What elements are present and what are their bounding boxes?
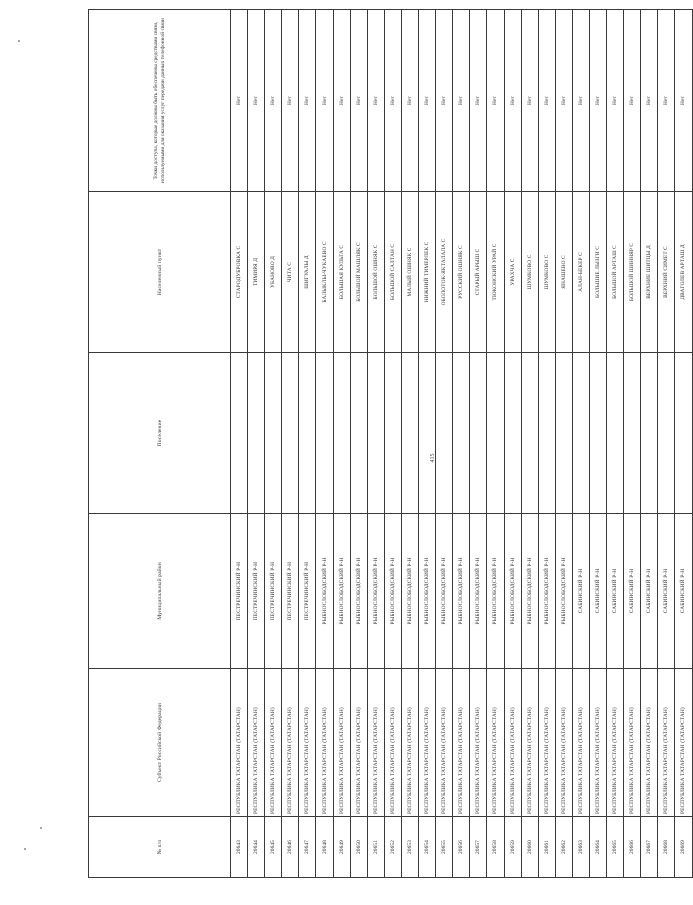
cell-settlement [282, 353, 299, 514]
cell-municipality: РЫБНОСЛОБОДСКИЙ Р-Н [487, 514, 504, 669]
cell-municipality: РЫБНОСЛОБОДСКИЙ Р-Н [453, 514, 470, 669]
cell-locality: АЛАН-БЕКЕР С [572, 192, 589, 353]
scan-speck [18, 40, 20, 42]
cell-settlement [436, 353, 453, 514]
cell-num: 20667 [641, 817, 658, 878]
table-row [384, 10, 401, 878]
cell-num: 20659 [504, 817, 521, 878]
table-row [367, 10, 384, 878]
header-access-points: Точки доступа, которые должны быть обеспечены средствами связи, используемыми для оказания услуг передачи данных телефонной связи [89, 10, 231, 192]
cell-subject: РЕСПУБЛИКА ТАТАРСТАН (ТАТАРСТАН) [487, 669, 504, 817]
cell-settlement [316, 353, 333, 514]
cell-num: 20650 [350, 817, 367, 878]
cell-subject: РЕСПУБЛИКА ТАТАРСТАН (ТАТАРСТАН) [231, 669, 248, 817]
header-num: № п/п [89, 817, 231, 878]
header-municipality: Муниципальный район [89, 514, 231, 669]
cell-locality: ТЮКОНСКИЙ УРАЙ С [487, 192, 504, 353]
cell-num: 20658 [487, 817, 504, 878]
cell-subject: РЕСПУБЛИКА ТАТАРСТАН (ТАТАРСТАН) [401, 669, 418, 817]
table-row [641, 10, 658, 878]
cell-access: Нет [401, 10, 418, 192]
cell-locality: ВЕРХНИЕ ШИТЦЫ Д [641, 192, 658, 353]
table-row [401, 10, 418, 878]
cell-municipality: САБИНСКИЙ Р-Н [572, 514, 589, 669]
cell-municipality: РЫБНОСЛОБОДСКИЙ Р-Н [538, 514, 555, 669]
cell-num: 20644 [248, 817, 265, 878]
cell-settlement [675, 353, 692, 514]
cell-num: 20656 [453, 817, 470, 878]
cell-subject: РЕСПУБЛИКА ТАТАРСТАН (ТАТАРСТАН) [658, 669, 675, 817]
cell-num: 20662 [555, 817, 572, 878]
cell-locality: НИЖНИЙ ТИМЕРЛЕК С [419, 192, 436, 353]
cell-num: 20654 [419, 817, 436, 878]
cell-locality: БОЛЬШАЯ КУЛЬГА С [333, 192, 350, 353]
table-row [299, 10, 316, 878]
table-row [231, 10, 248, 878]
cell-settlement [419, 353, 436, 514]
table-row [333, 10, 350, 878]
cell-subject: РЕСПУБЛИКА ТАТАРСТАН (ТАТАРСТАН) [470, 669, 487, 817]
cell-locality: БАЛЫКЛЫ-ЧУКАЕВО С [316, 192, 333, 353]
cell-settlement [487, 353, 504, 514]
cell-municipality: ПЕСТРЕЧИНСКИЙ Р-Н [231, 514, 248, 669]
cell-access: Нет [589, 10, 606, 192]
cell-access: Нет [248, 10, 265, 192]
cell-municipality: РЫБНОСЛОБОДСКИЙ Р-Н [419, 514, 436, 669]
cell-locality: УРАХЧА С [504, 192, 521, 353]
cell-num: 20646 [282, 817, 299, 878]
cell-subject: РЕСПУБЛИКА ТАТАРСТАН (ТАТАРСТАН) [572, 669, 589, 817]
cell-access: Нет [367, 10, 384, 192]
cell-settlement [589, 353, 606, 514]
table-row [265, 10, 282, 878]
cell-access: Нет [231, 10, 248, 192]
cell-num: 20668 [658, 817, 675, 878]
cell-access: Нет [436, 10, 453, 192]
cell-municipality: ПЕСТРЕЧИНСКИЙ Р-Н [299, 514, 316, 669]
cell-num: 20665 [607, 817, 624, 878]
cell-subject: РЕСПУБЛИКА ТАТАРСТАН (ТАТАРСТАН) [265, 669, 282, 817]
cell-num: 20653 [401, 817, 418, 878]
table-row [624, 10, 641, 878]
table-row [316, 10, 333, 878]
cell-access: Нет [607, 10, 624, 192]
cell-municipality: РЫБНОСЛОБОДСКИЙ Р-Н [333, 514, 350, 669]
cell-settlement [384, 353, 401, 514]
cell-settlement [658, 353, 675, 514]
cell-municipality: РЫБНОСЛОБОДСКИЙ Р-Н [470, 514, 487, 669]
header-locality: Населенный пункт [89, 192, 231, 353]
cell-access: Нет [624, 10, 641, 192]
table-row [675, 10, 692, 878]
cell-subject: РЕСПУБЛИКА ТАТАРСТАН (ТАТАРСТАН) [641, 669, 658, 817]
cell-settlement [333, 353, 350, 514]
cell-access: Нет [641, 10, 658, 192]
page-number: 415 [430, 453, 436, 463]
cell-access: Нет [299, 10, 316, 192]
cell-settlement [367, 353, 384, 514]
cell-subject: РЕСПУБЛИКА ТАТАРСТАН (ТАТАРСТАН) [282, 669, 299, 817]
table-row [453, 10, 470, 878]
cell-settlement [555, 353, 572, 514]
cell-locality: ВЕРХНИЙ СИМЕТ С [658, 192, 675, 353]
cell-num: 20649 [333, 817, 350, 878]
table-row [658, 10, 675, 878]
cell-subject: РЕСПУБЛИКА ТАТАРСТАН (ТАТАРСТАН) [248, 669, 265, 817]
cell-subject: РЕСПУБЛИКА ТАТАРСТАН (ТАТАРСТАН) [607, 669, 624, 817]
cell-municipality: РЫБНОСЛОБОДСКИЙ Р-Н [436, 514, 453, 669]
cell-access: Нет [419, 10, 436, 192]
table-row [607, 10, 624, 878]
cell-locality: БОЛЬШОЙ ШИННЯР С [624, 192, 641, 353]
table-row [521, 10, 538, 878]
table-row [504, 10, 521, 878]
cell-access: Нет [453, 10, 470, 192]
cell-subject: РЕСПУБЛИКА ТАТАРСТАН (ТАТАРСТАН) [299, 669, 316, 817]
table-body [231, 10, 693, 878]
scan-speck [40, 827, 42, 829]
cell-num: 20666 [624, 817, 641, 878]
table-container [88, 18, 687, 878]
cell-access: Нет [350, 10, 367, 192]
cell-municipality: ПЕСТРЕЧИНСКИЙ Р-Н [248, 514, 265, 669]
cell-subject: РЕСПУБЛИКА ТАТАРСТАН (ТАТАРСТАН) [504, 669, 521, 817]
cell-settlement [572, 353, 589, 514]
cell-num: 20648 [316, 817, 333, 878]
cell-num: 20645 [265, 817, 282, 878]
table-row [487, 10, 504, 878]
cell-municipality: САБИНСКИЙ Р-Н [624, 514, 641, 669]
cell-access: Нет [384, 10, 401, 192]
cell-settlement [624, 353, 641, 514]
cell-subject: РЕСПУБЛИКА ТАТАРСТАН (ТАТАРСТАН) [384, 669, 401, 817]
cell-locality: СТАРЫЙ АРЫШ С [470, 192, 487, 353]
table-row [470, 10, 487, 878]
cell-access: Нет [675, 10, 692, 192]
cell-settlement [299, 353, 316, 514]
cell-subject: РЕСПУБЛИКА ТАТАРСТАН (ТАТАРСТАН) [367, 669, 384, 817]
cell-municipality: РЫБНОСЛОБОДСКИЙ Р-Н [384, 514, 401, 669]
cell-municipality: САБИНСКИЙ Р-Н [675, 514, 692, 669]
scan-speck [24, 848, 26, 850]
cell-num: 20669 [675, 817, 692, 878]
cell-municipality: РЫБНОСЛОБОДСКИЙ Р-Н [504, 514, 521, 669]
cell-municipality: РЫБНОСЛОБОДСКИЙ Р-Н [555, 514, 572, 669]
cell-municipality: РЫБНОСЛОБОДСКИЙ Р-Н [367, 514, 384, 669]
cell-settlement [641, 353, 658, 514]
cell-municipality: ПЕСТРЕЧИНСКИЙ Р-Н [265, 514, 282, 669]
cell-access: Нет [572, 10, 589, 192]
cell-locality: ШИГУАЛЫ Д [299, 192, 316, 353]
cell-access: Нет [470, 10, 487, 192]
cell-num: 20663 [572, 817, 589, 878]
cell-subject: РЕСПУБЛИКА ТАТАРСТАН (ТАТАРСТАН) [538, 669, 555, 817]
cell-access: Нет [538, 10, 555, 192]
header-settlement: Поселение [89, 353, 231, 514]
cell-locality: БОЛЬШОЙ МАШЛЯК С [350, 192, 367, 353]
cell-subject: РЕСПУБЛИКА ТАТАРСТАН (ТАТАРСТАН) [333, 669, 350, 817]
cell-access: Нет [658, 10, 675, 192]
cell-settlement [607, 353, 624, 514]
cell-locality: МАЛЫЙ ОШНЯК С [401, 192, 418, 353]
cell-num: 20652 [384, 817, 401, 878]
header-subject: Субъект Российской Федерации [89, 669, 231, 817]
cell-settlement [401, 353, 418, 514]
cell-subject: РЕСПУБЛИКА ТАТАРСТАН (ТАТАРСТАН) [675, 669, 692, 817]
cell-locality: ЯНАШЕВО С [555, 192, 572, 353]
cell-subject: РЕСПУБЛИКА ТАТАРСТАН (ТАТАРСТАН) [589, 669, 606, 817]
cell-locality: ЧИТА С [282, 192, 299, 353]
cell-locality: ТИМИРЯ Д [248, 192, 265, 353]
cell-num: 20660 [521, 817, 538, 878]
cell-access: Нет [333, 10, 350, 192]
cell-num: 20657 [470, 817, 487, 878]
cell-settlement [470, 353, 487, 514]
cell-subject: РЕСПУБЛИКА ТАТАРСТАН (ТАТАРСТАН) [555, 669, 572, 817]
cell-locality: БОЛЬШОЙ ОШНЯК С [367, 192, 384, 353]
cell-locality: БОЛЬШОЙ САЛТАН С [384, 192, 401, 353]
cell-municipality: САБИНСКИЙ Р-Н [641, 514, 658, 669]
cell-subject: РЕСПУБЛИКА ТАТАРСТАН (ТАТАРСТАН) [436, 669, 453, 817]
cell-settlement [453, 353, 470, 514]
cell-locality: СТАРОДУБРОВКА С [231, 192, 248, 353]
cell-settlement [521, 353, 538, 514]
cell-locality: ШУМКОВО С [521, 192, 538, 353]
cell-municipality: РЫБНОСЛОБОДСКИЙ Р-Н [521, 514, 538, 669]
table-row [248, 10, 265, 878]
cell-municipality: РЫБНОСЛОБОДСКИЙ Р-Н [350, 514, 367, 669]
cell-locality: БОЛЬШИЕ ЛЫЗГИ С [589, 192, 606, 353]
cell-num: 20655 [436, 817, 453, 878]
cell-municipality: САБИНСКИЙ Р-Н [607, 514, 624, 669]
cell-settlement [248, 353, 265, 514]
cell-num: 20664 [589, 817, 606, 878]
cell-municipality: ПЕСТРЕЧИНСКИЙ Р-Н [282, 514, 299, 669]
cell-locality: УБАНОВО Д [265, 192, 282, 353]
table-row [436, 10, 453, 878]
table-row [419, 10, 436, 878]
cell-municipality: САБИНСКИЙ Р-Н [589, 514, 606, 669]
cell-municipality: САБИНСКИЙ Р-Н [658, 514, 675, 669]
cell-num: 20647 [299, 817, 316, 878]
cell-access: Нет [521, 10, 538, 192]
cell-access: Нет [265, 10, 282, 192]
cell-settlement [538, 353, 555, 514]
table-row [589, 10, 606, 878]
cell-municipality: РЫБНОСЛОБОДСКИЙ Р-Н [316, 514, 333, 669]
localities-table [88, 9, 693, 878]
cell-access: Нет [555, 10, 572, 192]
cell-municipality: РЫБНОСЛОБОДСКИЙ Р-Н [401, 514, 418, 669]
cell-subject: РЕСПУБЛИКА ТАТАРСТАН (ТАТАРСТАН) [521, 669, 538, 817]
cell-subject: РЕСПУБЛИКА ТАТАРСТАН (ТАТАРСТАН) [350, 669, 367, 817]
cell-subject: РЕСПУБЛИКА ТАТАРСТАН (ТАТАРСТАН) [419, 669, 436, 817]
cell-access: Нет [504, 10, 521, 192]
cell-num: 20661 [538, 817, 555, 878]
table-row [350, 10, 367, 878]
cell-subject: РЕСПУБЛИКА ТАТАРСТАН (ТАТАРСТАН) [453, 669, 470, 817]
cell-num: 20651 [367, 817, 384, 878]
cell-subject: РЕСПУБЛИКА ТАТАРСТАН (ТАТАРСТАН) [316, 669, 333, 817]
table-row [282, 10, 299, 878]
cell-settlement [265, 353, 282, 514]
cell-access: Нет [487, 10, 504, 192]
cell-locality: ДВАГОЛЕВ АРТАШ Д [675, 192, 692, 353]
cell-access: Нет [316, 10, 333, 192]
cell-settlement [231, 353, 248, 514]
cell-access: Нет [282, 10, 299, 192]
table-row [572, 10, 589, 878]
cell-locality: ШУМКОВО С [538, 192, 555, 353]
cell-locality: ОБОЛОТОК-ЯКТАЛАЛА С [436, 192, 453, 353]
cell-locality: БОЛЬШОЙ АРТАШ С [607, 192, 624, 353]
table-row [555, 10, 572, 878]
cell-settlement [350, 353, 367, 514]
table-row [538, 10, 555, 878]
cell-locality: РУССКИЙ ОШНЯК С [453, 192, 470, 353]
cell-subject: РЕСПУБЛИКА ТАТАРСТАН (ТАТАРСТАН) [624, 669, 641, 817]
cell-settlement [504, 353, 521, 514]
cell-num: 20643 [231, 817, 248, 878]
table-header-row [89, 10, 231, 878]
